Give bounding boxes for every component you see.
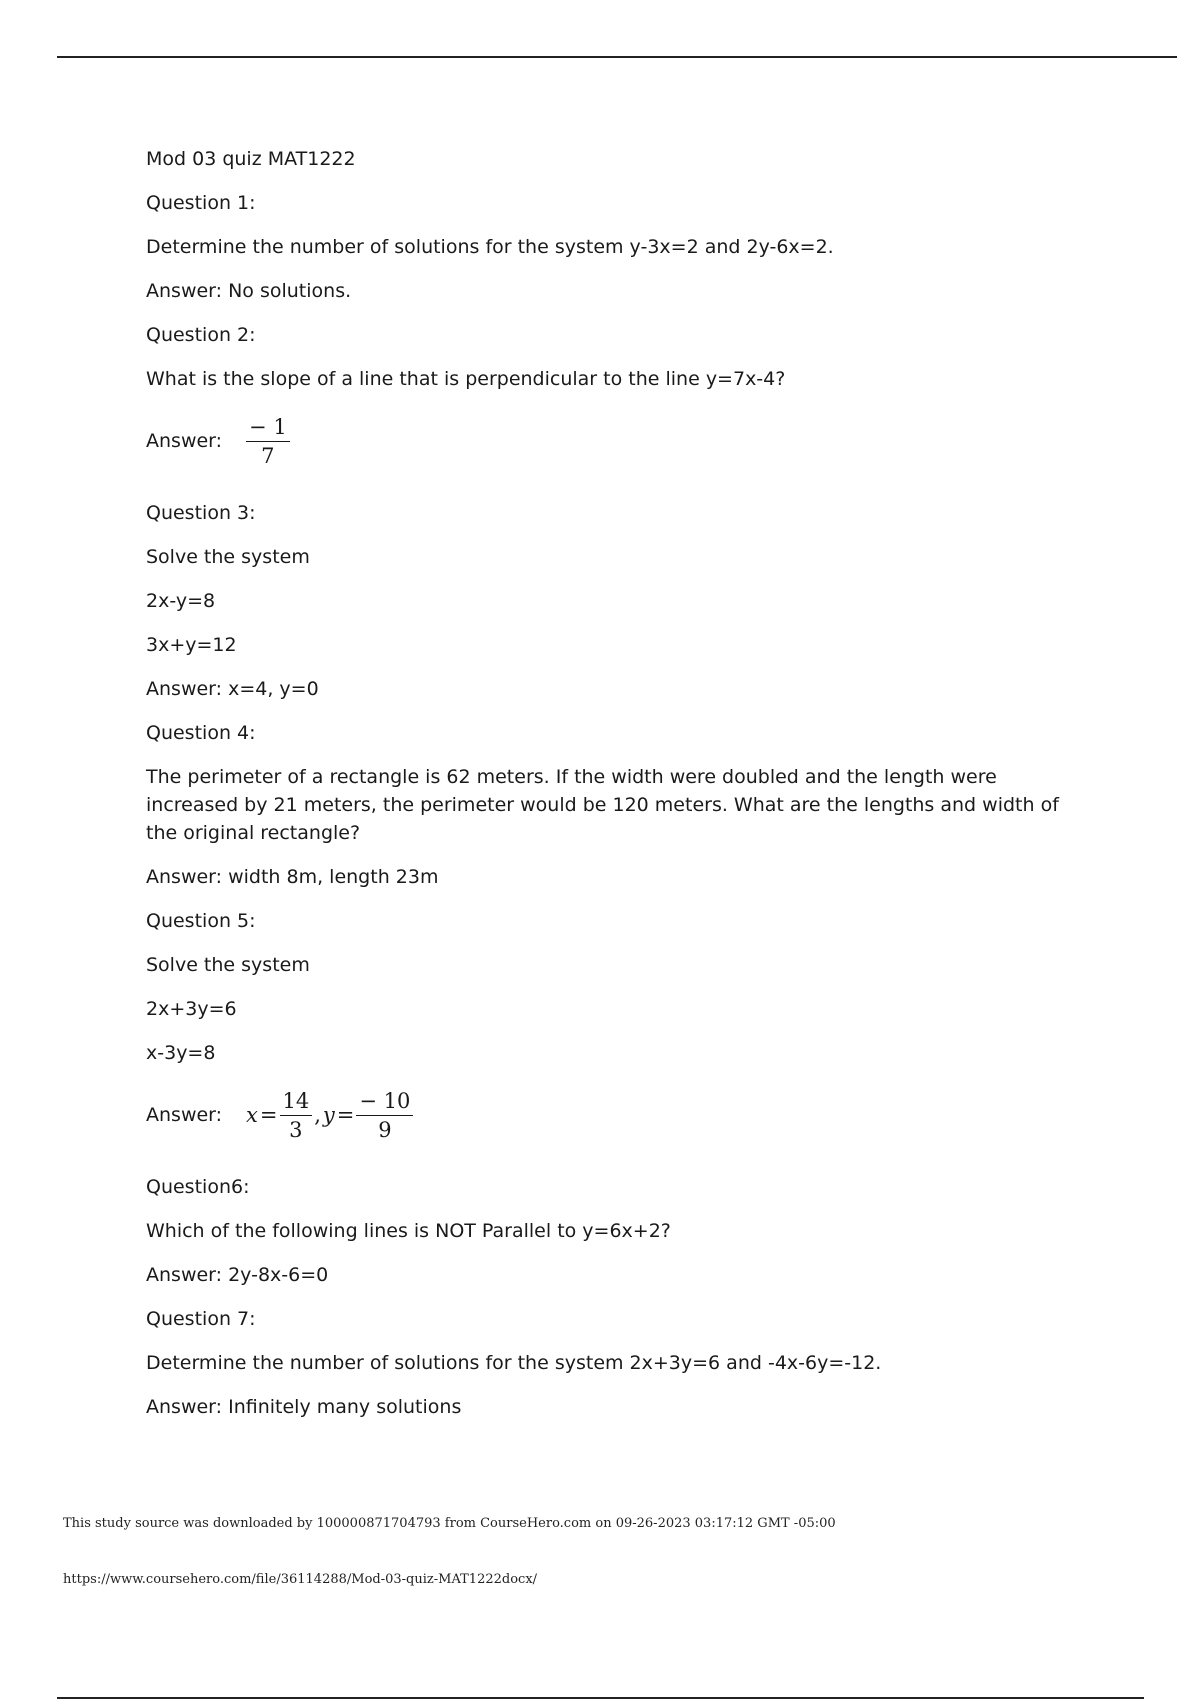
source-url[interactable]: https://www.coursehero.com/file/36114288/Mod-03-quiz-MAT1222docx/	[63, 1572, 538, 1587]
x-equals: =	[259, 1103, 278, 1127]
question-6-text: Which of the following lines is NOT Parallel to y=6x+2?	[146, 1220, 671, 1242]
question-5-equation-2: x-3y=8	[146, 1042, 216, 1064]
question-7-label: Question 7:	[146, 1308, 256, 1330]
question-5-equation-1: 2x+3y=6	[146, 998, 237, 1020]
fraction-numerator: − 1	[246, 415, 290, 442]
y-variable: y	[322, 1103, 335, 1127]
question-1-answer: Answer: No solutions.	[146, 280, 352, 302]
fraction-denominator: 7	[261, 443, 275, 468]
question-3-label: Question 3:	[146, 502, 256, 524]
question-7-answer: Answer: Infinitely many solutions	[146, 1396, 462, 1418]
x-denominator: 3	[289, 1117, 303, 1142]
separator-comma: ,	[314, 1103, 321, 1127]
question-5-answer-label: Answer:	[146, 1104, 223, 1126]
question-2-answer-label: Answer:	[146, 430, 223, 452]
top-rule	[57, 56, 1177, 58]
question-1-label: Question 1:	[146, 192, 256, 214]
question-6-label: Question6:	[146, 1176, 250, 1198]
bottom-rule	[57, 1697, 1144, 1699]
x-variable: x	[246, 1103, 258, 1127]
x-numerator: 14	[280, 1089, 313, 1116]
question-4-answer: Answer: width 8m, length 23m	[146, 866, 439, 888]
question-5-text: Solve the system	[146, 954, 310, 976]
question-3-answer: Answer: x=4, y=0	[146, 678, 319, 700]
question-2-label: Question 2:	[146, 324, 256, 346]
question-2-answer-fraction	[246, 415, 290, 468]
question-5-answer-expression	[246, 1089, 413, 1142]
question-2-text: What is the slope of a line that is perpendicular to the line y=7x-4?	[146, 368, 786, 390]
question-6-answer: Answer: 2y-8x-6=0	[146, 1264, 329, 1286]
x-fraction	[280, 1089, 313, 1142]
question-3-equation-1: 2x-y=8	[146, 590, 216, 612]
question-5-label: Question 5:	[146, 910, 256, 932]
download-source-notice: This study source was downloaded by 100000871704793 from CourseHero.com on 09-26-2023 03:17:12 GMT -05:00	[63, 1516, 836, 1531]
document-title: Mod 03 quiz MAT1222	[146, 148, 356, 170]
question-7-text: Determine the number of solutions for the system 2x+3y=6 and -4x-6y=-12.	[146, 1352, 882, 1374]
question-4-text: The perimeter of a rectangle is 62 meters. If the width were doubled and the length were increased by 21 meters, the perimeter would be 120 meters. What are the lengths and width of the original rectangle?	[146, 766, 1059, 844]
y-fraction	[356, 1089, 413, 1142]
question-1-text: Determine the number of solutions for the system y-3x=2 and 2y-6x=2.	[146, 236, 834, 258]
y-equals: =	[336, 1103, 355, 1127]
question-4-label: Question 4:	[146, 722, 256, 744]
question-5-answer	[146, 1083, 1086, 1147]
question-3-equation-2: 3x+y=12	[146, 634, 237, 656]
y-numerator: − 10	[356, 1089, 413, 1116]
document-body	[146, 145, 1086, 1437]
question-2-answer	[146, 409, 1086, 473]
y-denominator: 9	[378, 1117, 392, 1142]
question-3-text: Solve the system	[146, 546, 310, 568]
